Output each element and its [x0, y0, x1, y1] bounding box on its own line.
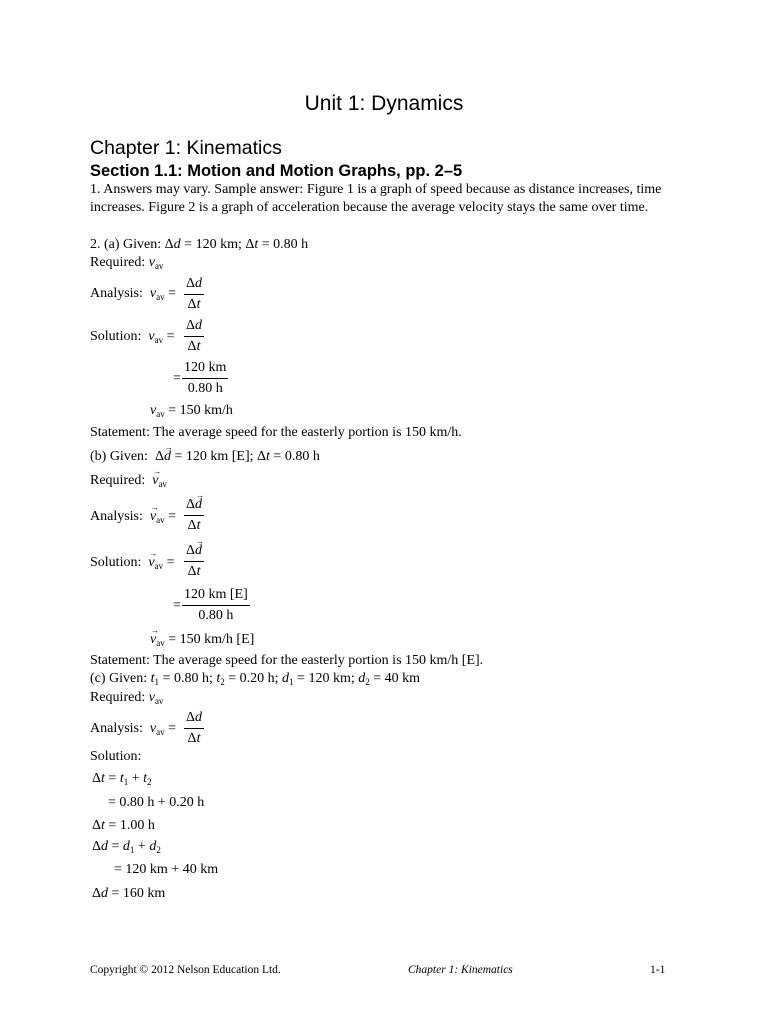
- q2c-dd-formula: $\Delta d = d_1 + d_2$: [92, 839, 161, 855]
- section-title: Section 1.1: Motion and Motion Graphs, pp. 2–5: [90, 162, 463, 180]
- q2a-result: $v_{av} = 150$ km/h: [150, 403, 233, 419]
- q2b-solution-label: Solution: → $v_{av}$ =: [90, 554, 174, 572]
- q2b-analysis-fraction: $\frac{\Delta\to d}{\Delta t}$: [184, 496, 204, 535]
- q2c-dt-substitution: = 0.80 h + 0.20 h: [108, 795, 205, 810]
- footer-chapter: Chapter 1: Kinematics: [408, 964, 513, 976]
- q2a-required: Required: $v_{av}$: [90, 255, 164, 271]
- q2b-given: (b) Given: Δ→ d = 120 km [E]; Δt = 0.80 h: [90, 448, 320, 466]
- chapter-title: Chapter 1: Kinematics: [90, 137, 282, 159]
- q2c-dt-formula: $\Delta t = t_1 + t_2$: [92, 771, 152, 787]
- question-1-answer: 1. Answers may vary. Sample answer: Figure 1 is a graph of speed because as distance increases, time increases. Figure 2 is a graph of acceleration because the average velocity stays the same over time.: [90, 182, 662, 215]
- q2c-required: Required: $v_{av}$: [90, 690, 164, 706]
- q2a-analysis-fraction: $\frac{\Delta d}{\Delta t}$: [186, 276, 203, 312]
- q2c-dd-substitution: = 120 km + 40 km: [114, 862, 219, 877]
- q2c-given: (c) Given: $t_1 = 0.80$ h; $t_2 = 0.20$ h; $d_1 = 120$ km; $d_2 = 40$ km: [90, 671, 421, 687]
- q2b-substitution-fraction: $\frac{120 km [E]}{0.80 h}$: [184, 587, 248, 623]
- q2a-equals: =: [173, 371, 181, 386]
- q2a-analysis-label: Analysis: $v_{av}$ =: [90, 286, 177, 302]
- q2c-solution-label: Solution:: [90, 749, 142, 764]
- q2b-equals: =: [173, 598, 181, 613]
- q2a-statement: Statement: The average speed for the easterly portion is 150 km/h.: [90, 425, 462, 440]
- q2c-dt-result: Δt = 1.00 h: [92, 818, 155, 833]
- q2c-analysis-label: Analysis: $v_{av}$ =: [90, 721, 177, 737]
- q2a-substitution-fraction: $\frac{120 km}{0.80 h}$: [184, 360, 227, 396]
- footer-copyright: Copyright © 2012 Nelson Education Ltd.: [90, 964, 281, 976]
- q2b-statement: Statement: The average speed for the easterly portion is 150 km/h [E].: [90, 653, 484, 668]
- q2b-analysis-label: Analysis: → $v_{av}$ =: [90, 508, 176, 526]
- q2c-analysis-fraction: $\frac{\Delta d}{\Delta t}$: [186, 710, 203, 746]
- footer-page-number: 1-1: [650, 964, 666, 976]
- unit-title: Unit 1: Dynamics: [304, 92, 464, 115]
- q2b-required: Required: → $v_{av}$: [90, 472, 167, 490]
- q2a-solution-label: Solution: $v_{av}$ =: [90, 329, 175, 345]
- q2a-given: 2. (a) Given: Δd = 120 km; Δt = 0.80 h: [90, 237, 309, 252]
- q2b-result: → $v_{av} = 150$ km/h [E]: [150, 631, 254, 649]
- q2c-dd-result: Δd = 160 km: [92, 886, 166, 901]
- q2b-solution-fraction: $\frac{\Delta\to d}{\Delta t}$: [184, 542, 204, 581]
- q2a-solution-fraction: $\frac{\Delta d}{\Delta t}$: [186, 318, 203, 354]
